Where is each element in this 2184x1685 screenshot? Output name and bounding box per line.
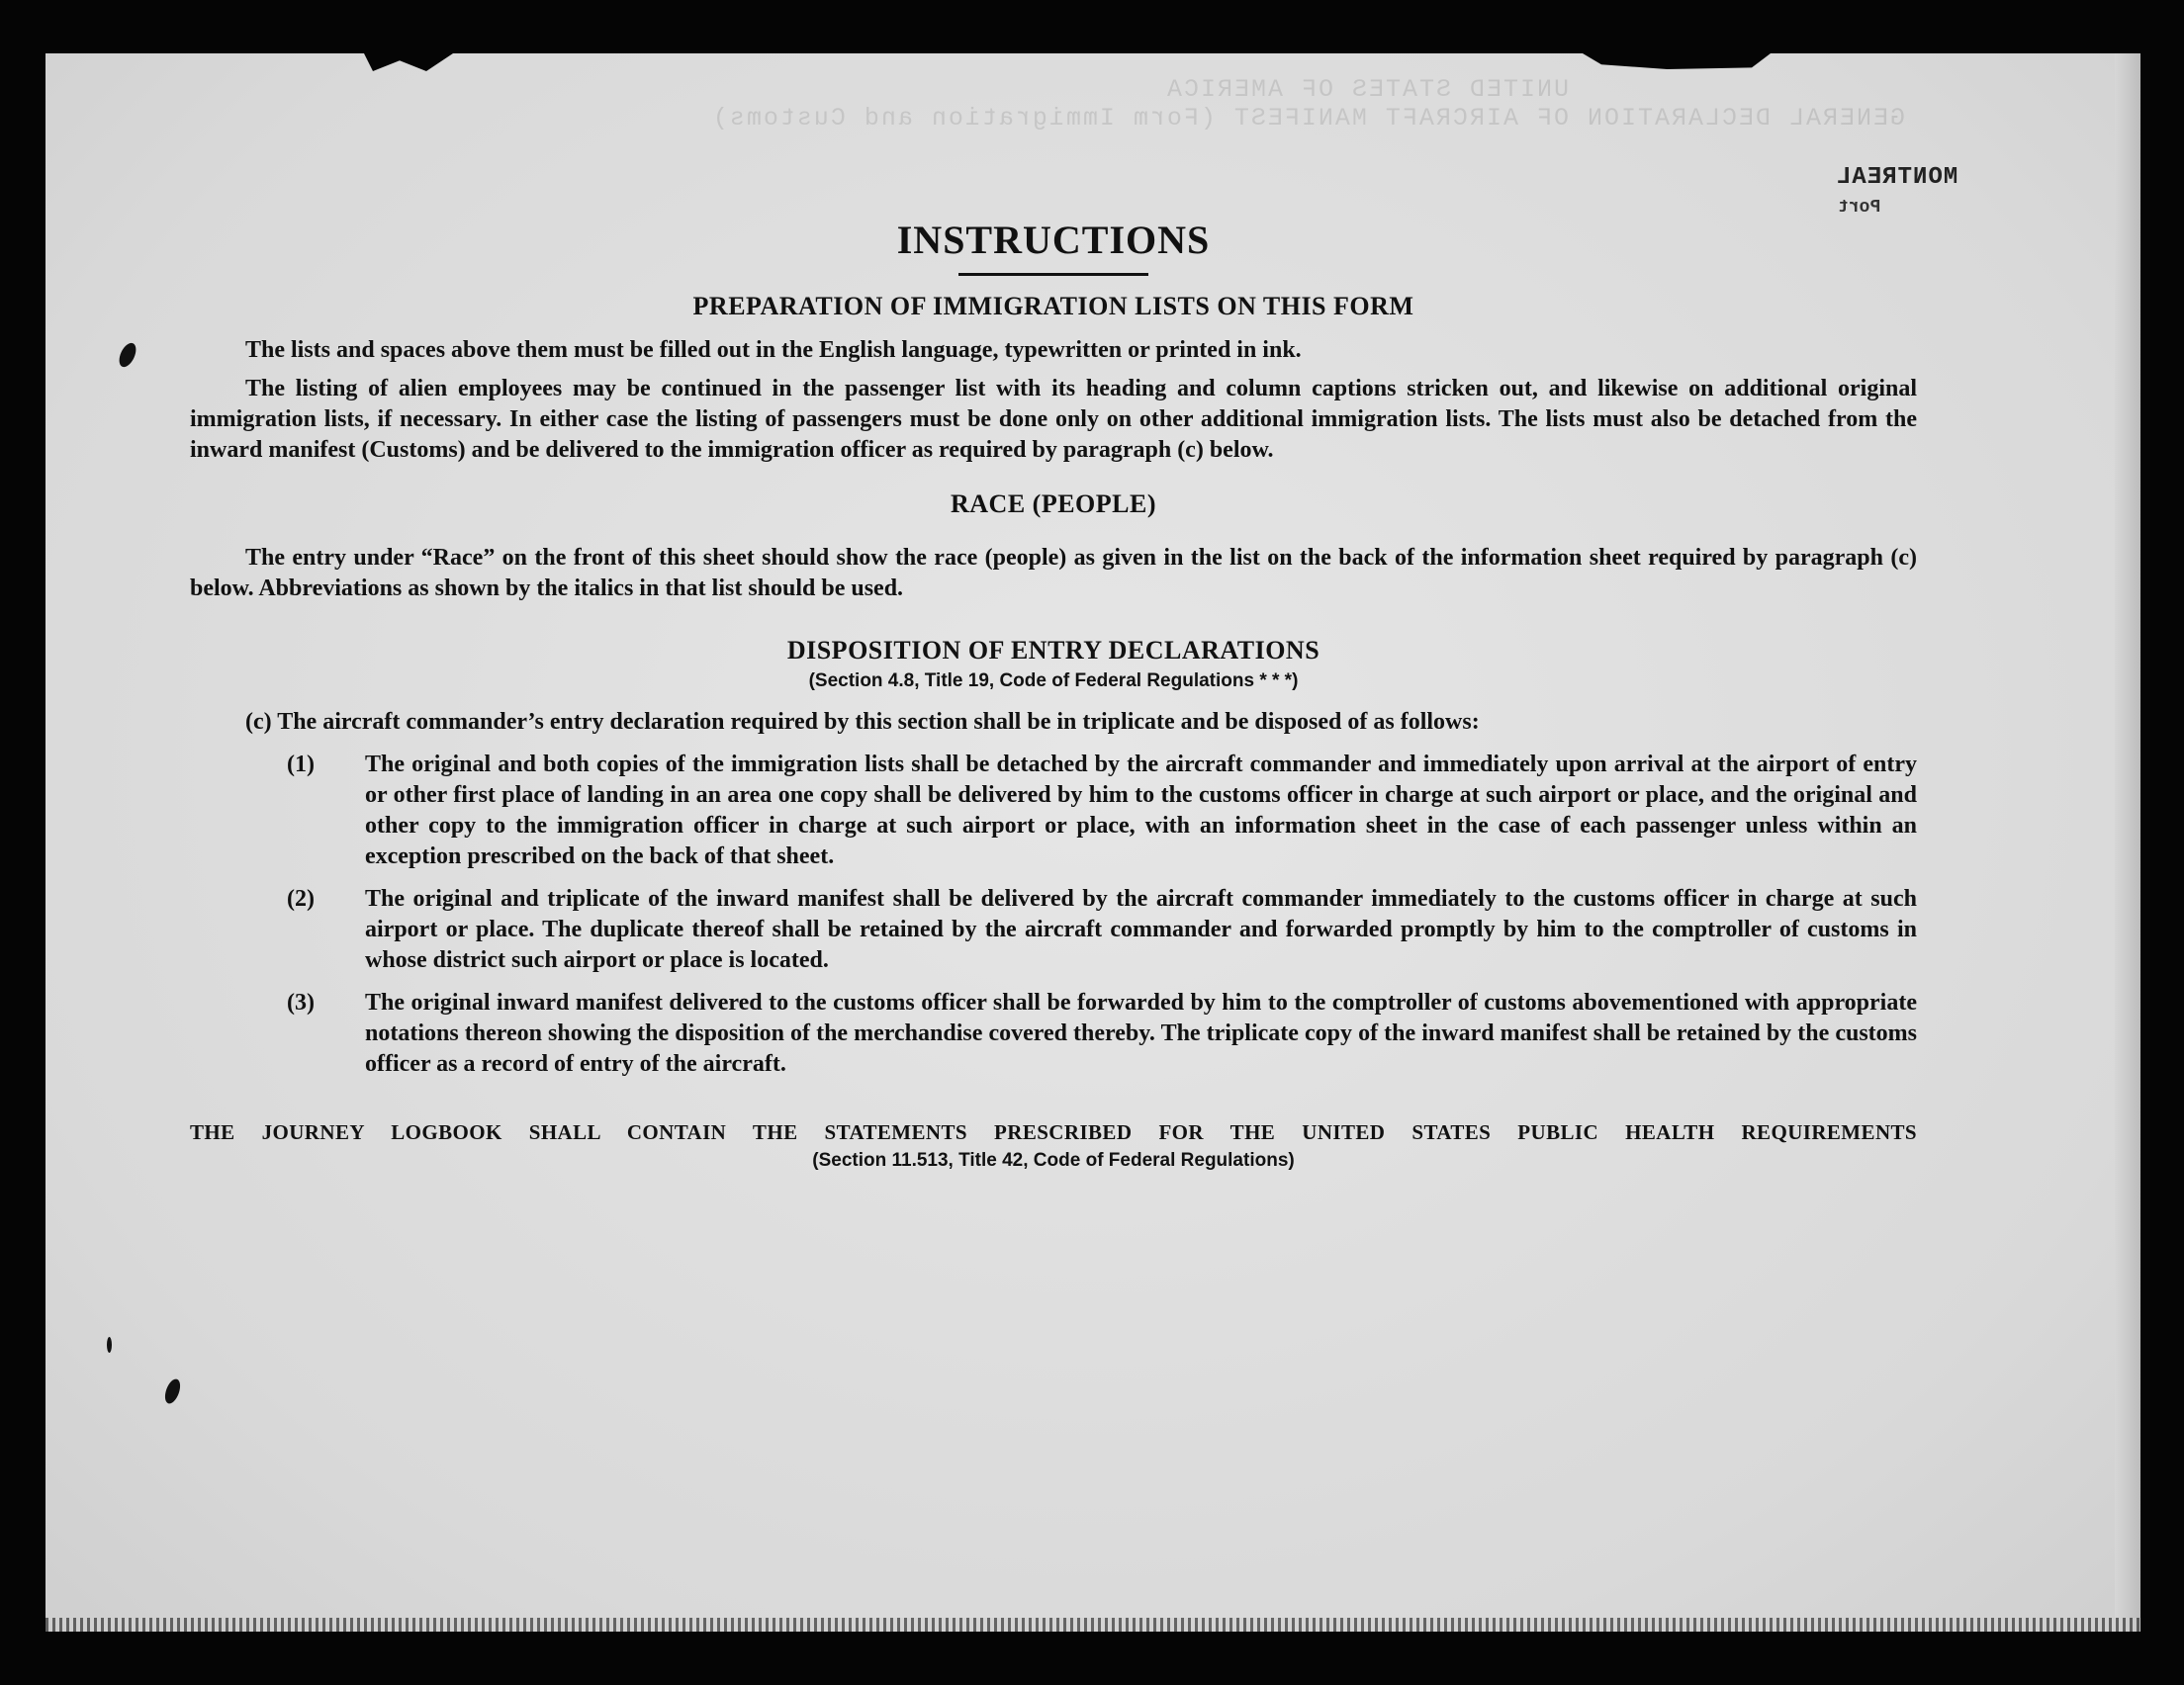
section-heading-race: RACE (PEOPLE) (951, 489, 1156, 518)
health-requirements-statement: THE JOURNEY LOGBOOK SHALL CONTAIN THE STATEMENTS PRESCRIBED FOR THE UNITED STATES PUBLIC HEALTH REQUIREMENTS (190, 1120, 1917, 1144)
disposition-item (190, 884, 1917, 976)
item-text: The original and both copies of the immigration lists shall be detached by the aircraft commander and immediately upon arrival at the airport of entry or other first place of landing in an area one copy shall be delivered by him to the customs officer in charge at such airport or place, and the original and other copy to the immigration officer in charge at such airport or place, with an information sheet in the case of each passenger unless within an exception prescribed on the back of that sheet. (365, 752, 1917, 869)
disposition-intro: (c) The aircraft commander’s entry declaration required by this section shall be in triplicate and be disposed of as follows: (245, 709, 1480, 735)
ink-blot-1 (116, 340, 139, 369)
ink-blot-2 (162, 1377, 183, 1406)
port-stamp: MONTREAL (1836, 164, 1958, 191)
preparation-paragraph-1: The lists and spaces above them must be filled out in the English language, typewritten or printed in ink. (245, 337, 1302, 363)
tear-mark-right (1583, 53, 1771, 69)
page-title: INSTRUCTIONS (896, 218, 1211, 262)
item-text: The original inward manifest delivered to the customs officer shall be forwarded by him to the comptroller of customs abovementioned with appropriate notations thereon showing the disposition of the merchandise covered thereby. The triplicate copy of the inward manifest shall be retained by the customs officer as a record of entry of the aircraft. (365, 990, 1917, 1077)
page-edge-shadow (2115, 53, 2140, 1632)
item-number: (1) (287, 752, 315, 777)
disposition-item (190, 988, 1917, 1080)
health-citation: (Section 11.513, Title 42, Code of Federal Regulations) (812, 1150, 1295, 1171)
item-number: (2) (287, 886, 315, 912)
ink-blot-3 (107, 1337, 112, 1353)
section-heading-disposition: DISPOSITION OF ENTRY DECLARATIONS (786, 636, 1320, 665)
bleed-through-line-1: UNITED STATES OF AMERICA (1164, 75, 1569, 104)
preparation-paragraph-2: The listing of alien employees may be continued in the passenger list with its heading and column captions stricken out, and likewise on additional original immigration lists, if necessary. In either case the listing of passengers must be done only on other additional immigration lists. The lists must also be detached from the inward manifest (Customs) and be delivered to the immigration officer as required by paragraph (c) below. (190, 376, 1917, 463)
title-underline (958, 273, 1148, 276)
race-paragraph: The entry under “Race” on the front of this sheet should show the race (people) as given in the list on the back of the information sheet required by paragraph (c) below. Abbreviations as shown by the italics in that list should be used. (190, 545, 1917, 601)
bleed-through-line-2: GENERAL DECLARATION OF AIRCRAFT MANIFEST (Form Immigration and Customs) (710, 104, 1905, 133)
port-stamp-sub: Port (1838, 198, 1881, 218)
section-heading-preparation: PREPARATION OF IMMIGRATION LISTS ON THIS FORM (692, 292, 1414, 320)
item-text: The original and triplicate of the inward manifest shall be delivered by the aircraft commander immediately to the customs officer in charge at such airport or place. The duplicate thereof shall be retained by the aircraft commander and forwarded promptly by him to the comptroller of customs in whose district such airport or place is located. (365, 886, 1917, 973)
bleed-through-text (710, 75, 1905, 133)
disposition-citation: (Section 4.8, Title 19, Code of Federal Regulations * * *) (808, 670, 1299, 691)
instructions-content (190, 216, 1917, 1175)
disposition-item (190, 750, 1917, 872)
page-bottom-edge (46, 1618, 2140, 1632)
tear-mark-left (364, 53, 453, 71)
item-number: (3) (287, 990, 315, 1016)
